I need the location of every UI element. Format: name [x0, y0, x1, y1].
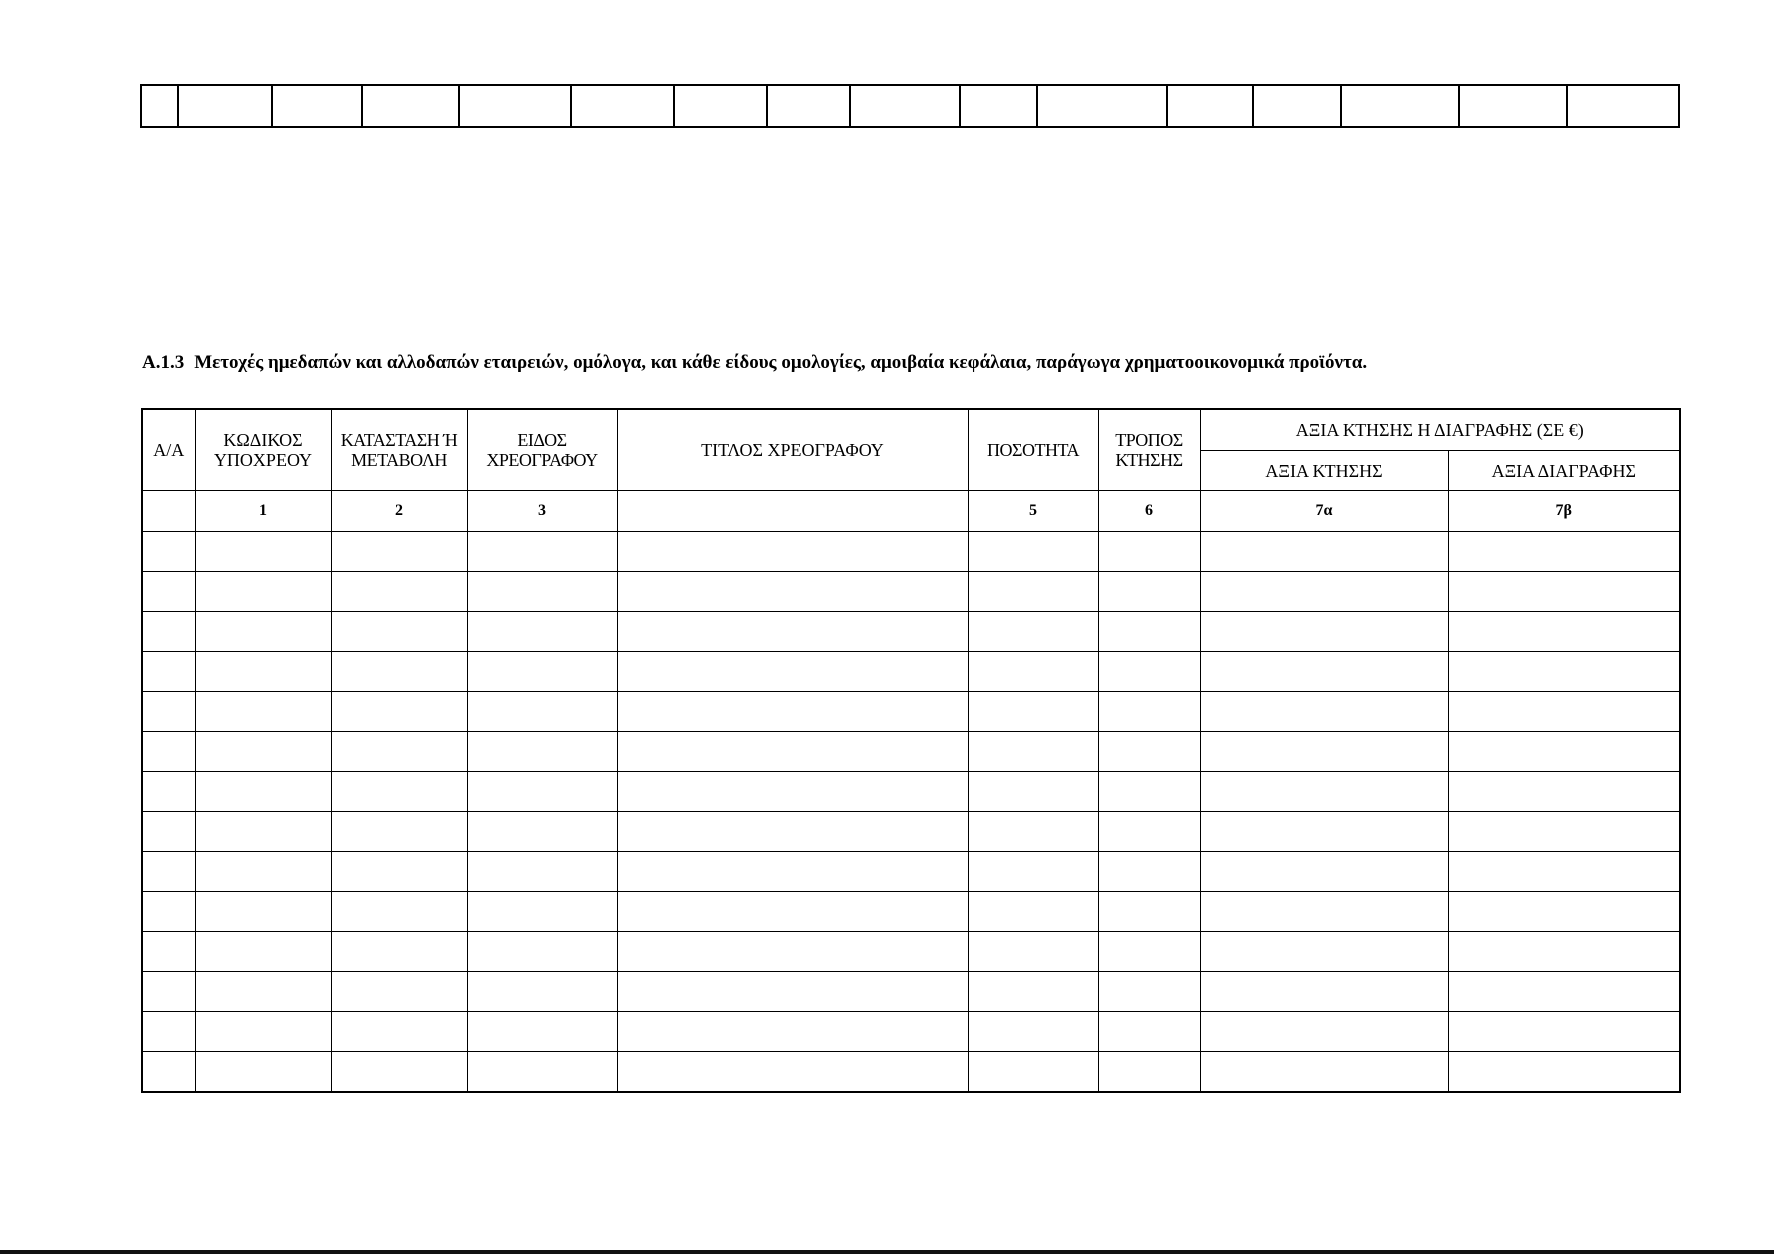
- form-cell[interactable]: [467, 812, 617, 852]
- form-cell[interactable]: [1098, 692, 1200, 732]
- form-cell[interactable]: [142, 932, 195, 972]
- form-cell[interactable]: [1448, 732, 1680, 772]
- form-cell[interactable]: [1200, 972, 1448, 1012]
- form-cell[interactable]: [571, 85, 674, 127]
- form-cell[interactable]: [968, 892, 1098, 932]
- form-cell[interactable]: [968, 692, 1098, 732]
- table-row: [142, 972, 1680, 1012]
- form-cell[interactable]: [195, 1052, 331, 1093]
- column-number: 6: [1098, 491, 1200, 532]
- form-cell[interactable]: [142, 572, 195, 612]
- form-cell[interactable]: [617, 692, 968, 732]
- form-cell[interactable]: [195, 572, 331, 612]
- form-cell[interactable]: [968, 572, 1098, 612]
- table-row: [142, 612, 1680, 652]
- form-cell[interactable]: [1448, 572, 1680, 612]
- header-titlos-chreografou: ΤΙΤΛΟΣ ΧΡΕΟΓΡΑΦΟΥ: [617, 409, 968, 491]
- form-cell[interactable]: [1200, 1052, 1448, 1093]
- form-cell[interactable]: [1200, 772, 1448, 812]
- form-cell[interactable]: [331, 612, 467, 652]
- form-cell[interactable]: [467, 892, 617, 932]
- form-cell[interactable]: [1448, 692, 1680, 732]
- table-row: [142, 772, 1680, 812]
- form-cell[interactable]: [1098, 1012, 1200, 1052]
- column-number: [617, 491, 968, 532]
- form-cell[interactable]: [1098, 772, 1200, 812]
- form-cell[interactable]: [968, 1012, 1098, 1052]
- form-cell[interactable]: [467, 972, 617, 1012]
- header-axia-group: ΑΞΙΑ ΚΤΗΣΗΣ Η ΔΙΑΓΡΑΦΗΣ (ΣΕ €): [1200, 409, 1680, 451]
- form-cell[interactable]: [1200, 692, 1448, 732]
- header-axia-ktisis: ΑΞΙΑ ΚΤΗΣΗΣ: [1200, 451, 1448, 491]
- form-cell[interactable]: [617, 572, 968, 612]
- form-cell[interactable]: [331, 1012, 467, 1052]
- table-row: [142, 1052, 1680, 1093]
- header-axia-diagrafis: ΑΞΙΑ ΔΙΑΓΡΑΦΗΣ: [1448, 451, 1680, 491]
- form-cell[interactable]: [331, 972, 467, 1012]
- form-cell[interactable]: [1098, 932, 1200, 972]
- table-row: [142, 852, 1680, 892]
- header-posotita: ΠΟΣΟΤΗΤΑ: [968, 409, 1098, 491]
- form-cell[interactable]: [1200, 892, 1448, 932]
- header-katastasi-metavoli: ΚΑΤΑΣΤΑΣΗ Ή ΜΕΤΑΒΟΛΗ: [331, 409, 467, 491]
- form-cell[interactable]: [331, 772, 467, 812]
- form-cell[interactable]: [617, 932, 968, 972]
- form-cell[interactable]: [331, 692, 467, 732]
- form-cell[interactable]: [968, 972, 1098, 1012]
- form-cell[interactable]: [142, 972, 195, 1012]
- form-cell[interactable]: [1448, 652, 1680, 692]
- form-cell[interactable]: [142, 812, 195, 852]
- securities-table: [141, 408, 1681, 1093]
- table-row: [142, 932, 1680, 972]
- column-number: 1: [195, 491, 331, 532]
- form-cell[interactable]: [142, 732, 195, 772]
- form-cell[interactable]: [1098, 652, 1200, 692]
- form-cell[interactable]: [331, 852, 467, 892]
- form-cell[interactable]: [1098, 892, 1200, 932]
- form-cell[interactable]: [331, 1052, 467, 1093]
- form-cell[interactable]: [467, 1052, 617, 1093]
- form-cell[interactable]: [617, 892, 968, 932]
- form-cell[interactable]: [195, 932, 331, 972]
- form-cell[interactable]: [1200, 572, 1448, 612]
- table-row: [142, 732, 1680, 772]
- form-cell[interactable]: [1341, 85, 1459, 127]
- form-cell[interactable]: [467, 1012, 617, 1052]
- form-cell[interactable]: [1098, 1052, 1200, 1093]
- form-cell[interactable]: [617, 972, 968, 1012]
- form-cell[interactable]: [142, 532, 195, 572]
- table-row: [142, 892, 1680, 932]
- form-cell[interactable]: [1037, 85, 1167, 127]
- form-cell[interactable]: [467, 532, 617, 572]
- section-title: Μετοχές ημεδαπών και αλλοδαπών εταιρειών, ομόλογα, και κάθε είδους ομολογίες, αμοιβαία κεφάλαια, παράγωγα χρηματοοικονομικά προϊόντα.: [194, 352, 1368, 373]
- form-cell[interactable]: [1448, 972, 1680, 1012]
- form-cell[interactable]: [331, 892, 467, 932]
- form-cell[interactable]: [1098, 532, 1200, 572]
- form-cell[interactable]: [272, 85, 362, 127]
- form-cell[interactable]: [617, 1052, 968, 1093]
- table-row: [142, 812, 1680, 852]
- form-cell[interactable]: [467, 572, 617, 612]
- section-heading: [142, 352, 1702, 374]
- form-cell[interactable]: [968, 852, 1098, 892]
- form-cell[interactable]: [968, 932, 1098, 972]
- form-cell[interactable]: [142, 612, 195, 652]
- form-cell[interactable]: [1200, 932, 1448, 972]
- form-cell[interactable]: [195, 812, 331, 852]
- form-cell[interactable]: [459, 85, 571, 127]
- form-cell[interactable]: [331, 532, 467, 572]
- form-cell[interactable]: [1098, 572, 1200, 612]
- form-cell[interactable]: [1167, 85, 1253, 127]
- form-cell[interactable]: [467, 932, 617, 972]
- form-cell[interactable]: [1200, 812, 1448, 852]
- table-row: [142, 1012, 1680, 1052]
- form-cell[interactable]: [968, 652, 1098, 692]
- form-cell[interactable]: [617, 1012, 968, 1052]
- column-number: [142, 491, 195, 532]
- column-number: 3: [467, 491, 617, 532]
- form-cell[interactable]: [467, 692, 617, 732]
- form-cell[interactable]: [331, 812, 467, 852]
- form-cell[interactable]: [142, 692, 195, 732]
- column-number-row: [142, 491, 1680, 532]
- form-cell[interactable]: [1200, 1012, 1448, 1052]
- form-cell[interactable]: [617, 652, 968, 692]
- previous-table-last-row: [140, 84, 1680, 128]
- form-cell[interactable]: [968, 812, 1098, 852]
- form-cell[interactable]: [1459, 85, 1567, 127]
- form-cell[interactable]: [617, 732, 968, 772]
- form-cell[interactable]: [362, 85, 459, 127]
- form-cell[interactable]: [142, 772, 195, 812]
- header-kodikos-ypochreou: ΚΩΔΙΚΟΣ ΥΠΟΧΡΕΟΥ: [195, 409, 331, 491]
- column-number: 7α: [1200, 491, 1448, 532]
- form-cell[interactable]: [142, 1052, 195, 1093]
- form-cell[interactable]: [1098, 732, 1200, 772]
- form-cell[interactable]: [968, 732, 1098, 772]
- form-cell[interactable]: [968, 1052, 1098, 1093]
- form-cell[interactable]: [617, 852, 968, 892]
- form-cell[interactable]: [195, 532, 331, 572]
- table-row: [142, 572, 1680, 612]
- form-cell[interactable]: [195, 772, 331, 812]
- form-cell[interactable]: [1448, 1012, 1680, 1052]
- form-cell[interactable]: [331, 572, 467, 612]
- form-cell[interactable]: [1448, 892, 1680, 932]
- form-cell[interactable]: [1448, 812, 1680, 852]
- form-cell[interactable]: [142, 652, 195, 692]
- form-cell[interactable]: [1200, 532, 1448, 572]
- column-number: 2: [331, 491, 467, 532]
- form-cell[interactable]: [195, 652, 331, 692]
- form-cell[interactable]: [1448, 772, 1680, 812]
- form-cell[interactable]: [195, 972, 331, 1012]
- form-cell[interactable]: [178, 85, 272, 127]
- form-cell[interactable]: [195, 852, 331, 892]
- form-cell[interactable]: [617, 532, 968, 572]
- form-cell[interactable]: [1200, 612, 1448, 652]
- form-cell[interactable]: [467, 612, 617, 652]
- form-cell[interactable]: [142, 892, 195, 932]
- form-cell[interactable]: [968, 772, 1098, 812]
- form-cell[interactable]: [617, 812, 968, 852]
- form-cell[interactable]: [467, 772, 617, 812]
- table-row: [142, 532, 1680, 572]
- form-cell[interactable]: [195, 692, 331, 732]
- form-cell[interactable]: [617, 612, 968, 652]
- form-cell[interactable]: [467, 732, 617, 772]
- table-row: [142, 652, 1680, 692]
- form-cell[interactable]: [1448, 932, 1680, 972]
- form-cell[interactable]: [968, 612, 1098, 652]
- column-number: 5: [968, 491, 1098, 532]
- form-cell[interactable]: [1098, 812, 1200, 852]
- form-cell[interactable]: [968, 532, 1098, 572]
- section-number: A.1.3: [142, 352, 185, 373]
- form-cell[interactable]: [195, 612, 331, 652]
- form-cell[interactable]: [142, 1012, 195, 1052]
- form-cell[interactable]: [1098, 852, 1200, 892]
- form-cell[interactable]: [195, 892, 331, 932]
- form-cell[interactable]: [1253, 85, 1341, 127]
- form-cell[interactable]: [1448, 612, 1680, 652]
- form-cell[interactable]: [141, 85, 178, 127]
- form-cell[interactable]: [331, 652, 467, 692]
- form-cell[interactable]: [1098, 612, 1200, 652]
- table-row: [142, 692, 1680, 732]
- page-bottom-edge: [0, 1250, 1774, 1254]
- form-cell[interactable]: [1200, 652, 1448, 692]
- form-cell[interactable]: [1448, 852, 1680, 892]
- header-tropos-ktisis: ΤΡΟΠΟΣ ΚΤΗΣΗΣ: [1098, 409, 1200, 491]
- form-cell[interactable]: [1098, 972, 1200, 1012]
- form-cell[interactable]: [331, 732, 467, 772]
- form-cell[interactable]: [850, 85, 960, 127]
- form-cell[interactable]: [142, 852, 195, 892]
- form-cell[interactable]: [467, 852, 617, 892]
- form-cell[interactable]: [1448, 532, 1680, 572]
- form-cell[interactable]: [195, 732, 331, 772]
- form-cell[interactable]: [960, 85, 1037, 127]
- form-cell[interactable]: [467, 652, 617, 692]
- form-cell[interactable]: [1567, 85, 1679, 127]
- form-cell[interactable]: [767, 85, 850, 127]
- form-cell[interactable]: [195, 1012, 331, 1052]
- form-cell[interactable]: [617, 772, 968, 812]
- form-cell[interactable]: [1448, 1052, 1680, 1093]
- column-number: 7β: [1448, 491, 1680, 532]
- header-aa: Α/Α: [142, 409, 195, 491]
- form-cell[interactable]: [1200, 852, 1448, 892]
- form-cell[interactable]: [1200, 732, 1448, 772]
- form-cell[interactable]: [331, 932, 467, 972]
- form-cell[interactable]: [674, 85, 767, 127]
- header-eidos-chreografou: ΕΙΔΟΣ ΧΡΕΟΓΡΑΦΟΥ: [467, 409, 617, 491]
